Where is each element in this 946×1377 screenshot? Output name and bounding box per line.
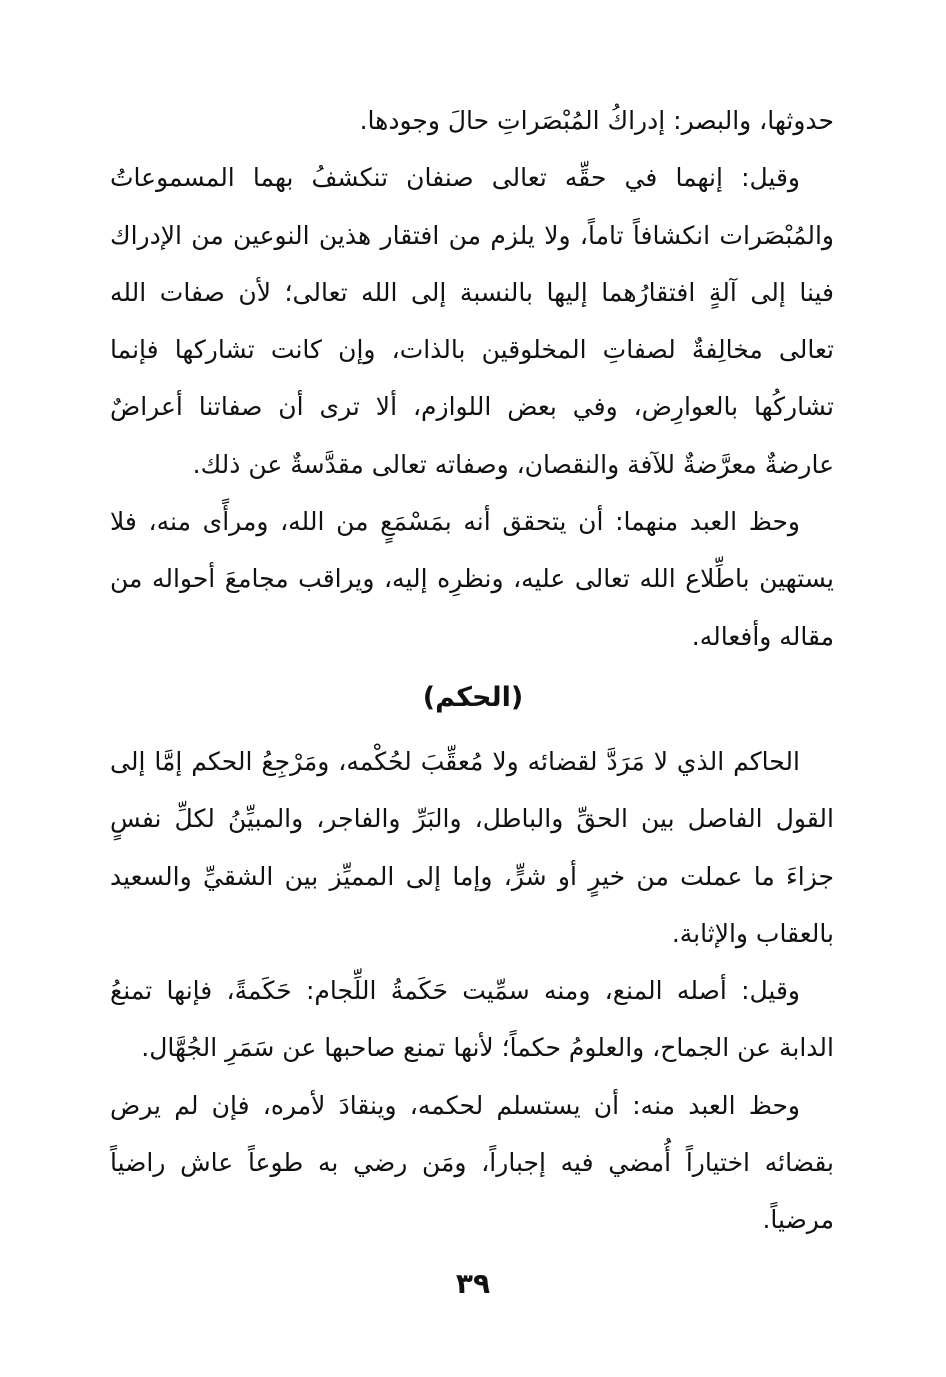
paragraph: وحظ العبد منهما: أن يتحقق أنه بمَسْمَعٍ من الله، ومرأًى منه، فلا يستهين باطِّلاع الله تعالى عليه، ونظرِه إليه، ويراقب مجامعَ أحواله من مقاله وأفعاله. <box>110 507 834 651</box>
section-heading: (الحكم) <box>422 682 524 713</box>
paragraph: حدوثها، والبصر: إدراكُ المُبْصَراتِ حالَ وجودها. <box>359 106 834 135</box>
page-number: ٣٩ <box>455 1267 491 1300</box>
paragraph: وحظ العبد منه: أن يستسلم لحكمه، وينقادَ لأمره، فإن لم يرض بقضائه اختياراً أُمضي فيه إجباراً، ومَن رضي به طوعاً عاش راضياً مرضياً. <box>110 1090 834 1235</box>
paragraph: وقيل: أصله المنع، ومنه سمِّيت حَكَمةُ اللِّجام: حَكَمةً، فإنها تمنعُ الدابة عن الجماح، والعلومُ حكماً؛ لأنها تمنع صاحبها عن سَمَرِ الجُهَّال. <box>110 976 834 1063</box>
text-section-1 <box>110 92 834 665</box>
paragraph: وقيل: إنهما في حقِّه تعالى صنفان تنكشفُ بهما المسموعاتُ والمُبْصَرات انكشافاً تاماً، ولا يلزم من افتقار هذين النوعين من الإدراك فينا إلى آلةٍ افتقارُهما إليها بالنسبة إلى الله تعالى؛ لأن صفات الله تعالى مخالِفةٌ لصفاتِ المخلوقين بالذات، وإن كانت تشاركها فإنما تشاركُها بالعوارِض، وفي بعض اللوازم، ألا ترى أن صفاتنا أعراضٌ عارضةٌ معرَّضةٌ للآفة والنقصان، وصفاته تعالى مقدَّسةٌ عن ذلك. <box>110 163 834 479</box>
text-section-2 <box>110 733 834 1249</box>
paragraph: الحاكم الذي لا مَرَدَّ لقضائه ولا مُعقِّبَ لحُكْمه، ومَرْجِعُ الحكم إمَّا إلى القول الفاصل بين الحقِّ والباطل، والبَرِّ والفاجر، والمبيِّنُ لكلِّ نفسٍ جزاءَ ما عملت من خيرٍ أو شرٍّ، وإما إلى المميِّز بين الشقيِّ والسعيد بالعقاب والإثابة. <box>110 747 834 948</box>
